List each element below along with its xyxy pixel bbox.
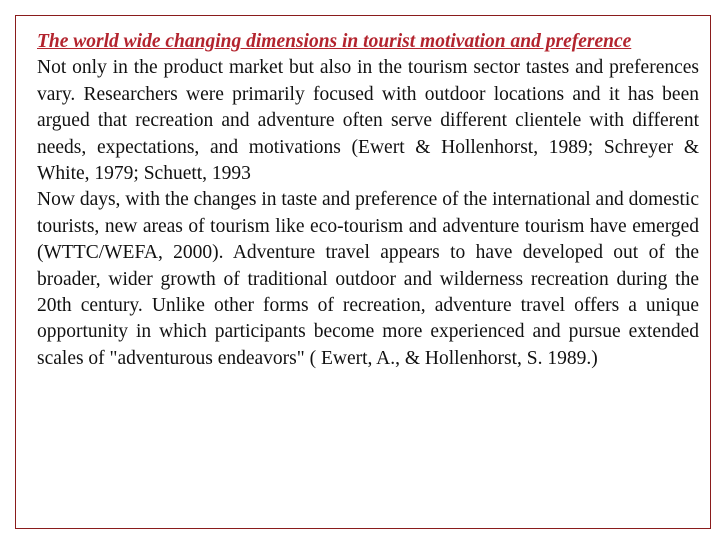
paragraph-1: Not only in the product market but also in the tourism sector tastes and preferences vary. Researchers were primarily focused with outdoor locations and it has been argued that recreation and adventure often serve different clientele with different needs, expectations, and motivations (Ewert & Hollenhorst, 1989; Schreyer & White, 1979; Schuett, 1993	[37, 57, 699, 185]
slide-content	[37, 29, 699, 372]
slide-title: The world wide changing dimensions in tourist motivation and preference	[37, 31, 632, 52]
paragraph-2: Now days, with the changes in taste and preference of the international and domestic tourists, new areas of tourism like eco-tourism and adventure tourism have emerged (WTTC/WEFA, 2000). Adventure travel appears to have developed out of the broader, wider growth of traditional outdoor and wilderness recreation during the 20th century. Unlike other forms of recreation, adventure travel offers a unique opportunity in which participants become more experienced and pursue extended scales of "adventurous endeavors" ( Ewert, A., & Hollenhorst, S. 1989.)	[37, 189, 699, 369]
slide-frame	[15, 15, 711, 529]
